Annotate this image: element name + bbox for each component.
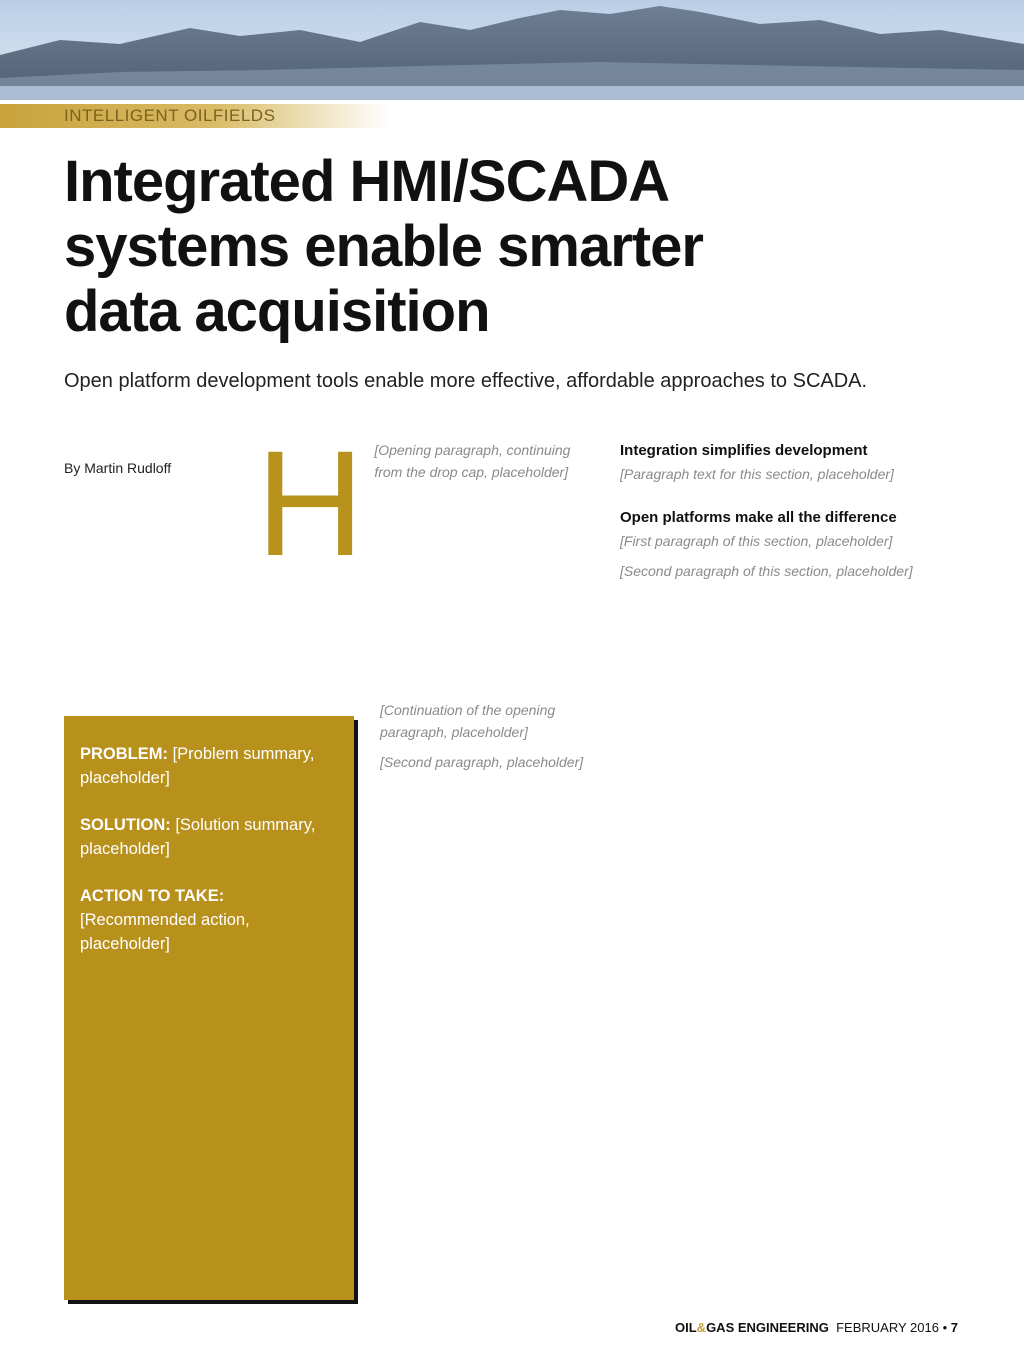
deck: Open platform development tools enable more effective, affordable approaches to SCADA. [64, 370, 868, 392]
publication-name-part2: GAS ENGINEERING [706, 1320, 829, 1335]
footer-separator: • [942, 1320, 948, 1335]
headline-line: systems enable smarter [64, 213, 703, 279]
action-text: [Recommended action, placeholder] [80, 911, 250, 954]
body-paragraph: [Paragraph text for this section, placeholder] [620, 465, 894, 482]
dropcap: H [256, 419, 365, 587]
solution-text: [Solution summary, placeholder] [80, 815, 316, 859]
publication-name-part1: OIL [675, 1320, 697, 1335]
page-footer [675, 1320, 958, 1335]
subheading: Integration simplifies development [620, 442, 868, 459]
solution-label: SOLUTION: [80, 815, 171, 834]
problem-text: [Problem summary, placeholder] [80, 745, 315, 788]
section-tab [0, 104, 390, 128]
byline: By Martin Rudloff [64, 460, 172, 476]
headline-line: Integrated HMI/SCADA [64, 149, 670, 214]
page-number: 7 [950, 1320, 958, 1335]
header-mountain-photo [0, 0, 1024, 100]
publication-ampersand: & [696, 1320, 707, 1335]
problem-label: PROBLEM: [80, 745, 168, 763]
headline-line: data acquisition [64, 278, 490, 344]
action-block [80, 884, 342, 957]
body-paragraph: [Second paragraph, placeholder] [380, 754, 584, 771]
mountain-photo [0, 0, 1024, 100]
solution-block [80, 813, 342, 862]
article-column-1-continued [380, 700, 598, 783]
body-paragraph: [First paragraph of this section, placeholder] [620, 532, 893, 549]
article-column-1 [256, 419, 598, 587]
issue-date: FEBRUARY 2016 [836, 1320, 939, 1335]
summary-sidebar [64, 716, 354, 1300]
article-column-3 [620, 440, 965, 592]
body-paragraph: [Continuation of the opening paragraph, placeholder] [380, 702, 556, 740]
problem-block [80, 742, 342, 791]
body-paragraph: [Opening paragraph, continuing from the drop cap, placeholder] [374, 442, 571, 480]
action-label: ACTION TO TAKE: [80, 886, 225, 905]
section-label: INTELLIGENT OILFIELDS [64, 106, 276, 125]
body-paragraph: [Second paragraph of this section, placeholder] [620, 563, 913, 580]
headline [64, 150, 964, 345]
subheading: Open platforms make all the difference [620, 509, 897, 527]
